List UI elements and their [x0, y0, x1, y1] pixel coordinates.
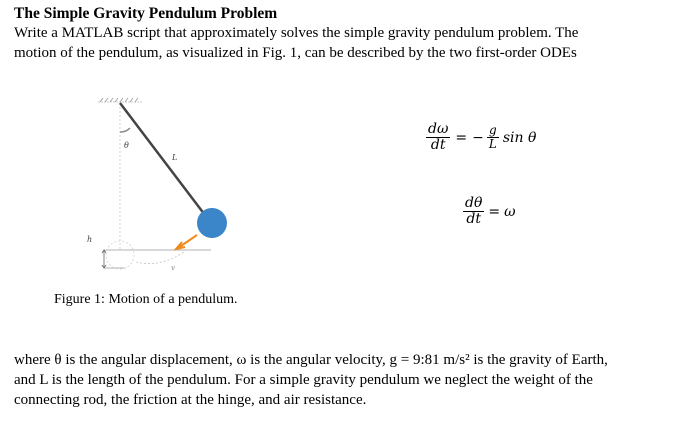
trajectory-path	[136, 252, 184, 264]
intro-paragraph	[14, 23, 664, 63]
eq2-rhs: ω	[504, 203, 516, 220]
eq2-lhs-numerator: dθ	[465, 195, 483, 211]
eq1-rhs-denominator: L	[488, 137, 497, 151]
document-title: The Simple Gravity Pendulum Problem	[14, 5, 278, 22]
figure-caption: Figure 1: Motion of a pendulum.	[54, 292, 238, 307]
eq2-equals: =	[488, 203, 501, 220]
angle-arc	[120, 128, 130, 132]
pendulum-bob	[197, 208, 227, 238]
closing-line: connecting rod, the friction at the hinge, and air resistance.	[14, 392, 367, 408]
rest-position-bob	[106, 241, 134, 269]
pendulum-rod	[120, 103, 211, 223]
closing-line: and L is the length of the pendulum. For a simple gravity pendulum we neglect the weight of the	[14, 372, 593, 388]
eq1-equals: =	[455, 129, 468, 146]
eq1-lhs-numerator: dω	[428, 121, 449, 137]
eq1-rhs-tail: sin θ	[502, 129, 537, 146]
velocity-label: v	[171, 264, 175, 272]
eq2-lhs-fraction	[463, 196, 484, 227]
equation-omega	[426, 122, 536, 153]
closing-line: where θ is the angular displacement, ω is the angular velocity, g = 9:81 m/s² is the gravity of Earth,	[14, 352, 608, 368]
ceiling-hatch	[98, 98, 142, 102]
closing-paragraph	[14, 350, 664, 410]
eq1-lhs-fraction	[426, 122, 450, 153]
intro-line: Write a MATLAB script that approximately solves the simple gravity pendulum problem. The	[14, 25, 579, 41]
length-label: L	[172, 153, 178, 162]
eq1-rhs-numerator: g	[489, 123, 497, 137]
eq1-minus: −	[472, 129, 484, 146]
height-label: h	[87, 235, 93, 244]
velocity-arrow	[178, 235, 197, 248]
equation-theta	[463, 196, 516, 227]
theta-label: θ	[124, 141, 129, 150]
pendulum-diagram	[80, 90, 240, 290]
pendulum-figure	[80, 90, 240, 290]
intro-line: motion of the pendulum, as visualized in Fig. 1, can be described by the two first-order ODEs	[14, 45, 577, 61]
eq2-lhs-denominator: dt	[466, 211, 481, 227]
eq1-lhs-denominator: dt	[430, 137, 446, 153]
eq1-rhs-fraction	[487, 124, 499, 151]
